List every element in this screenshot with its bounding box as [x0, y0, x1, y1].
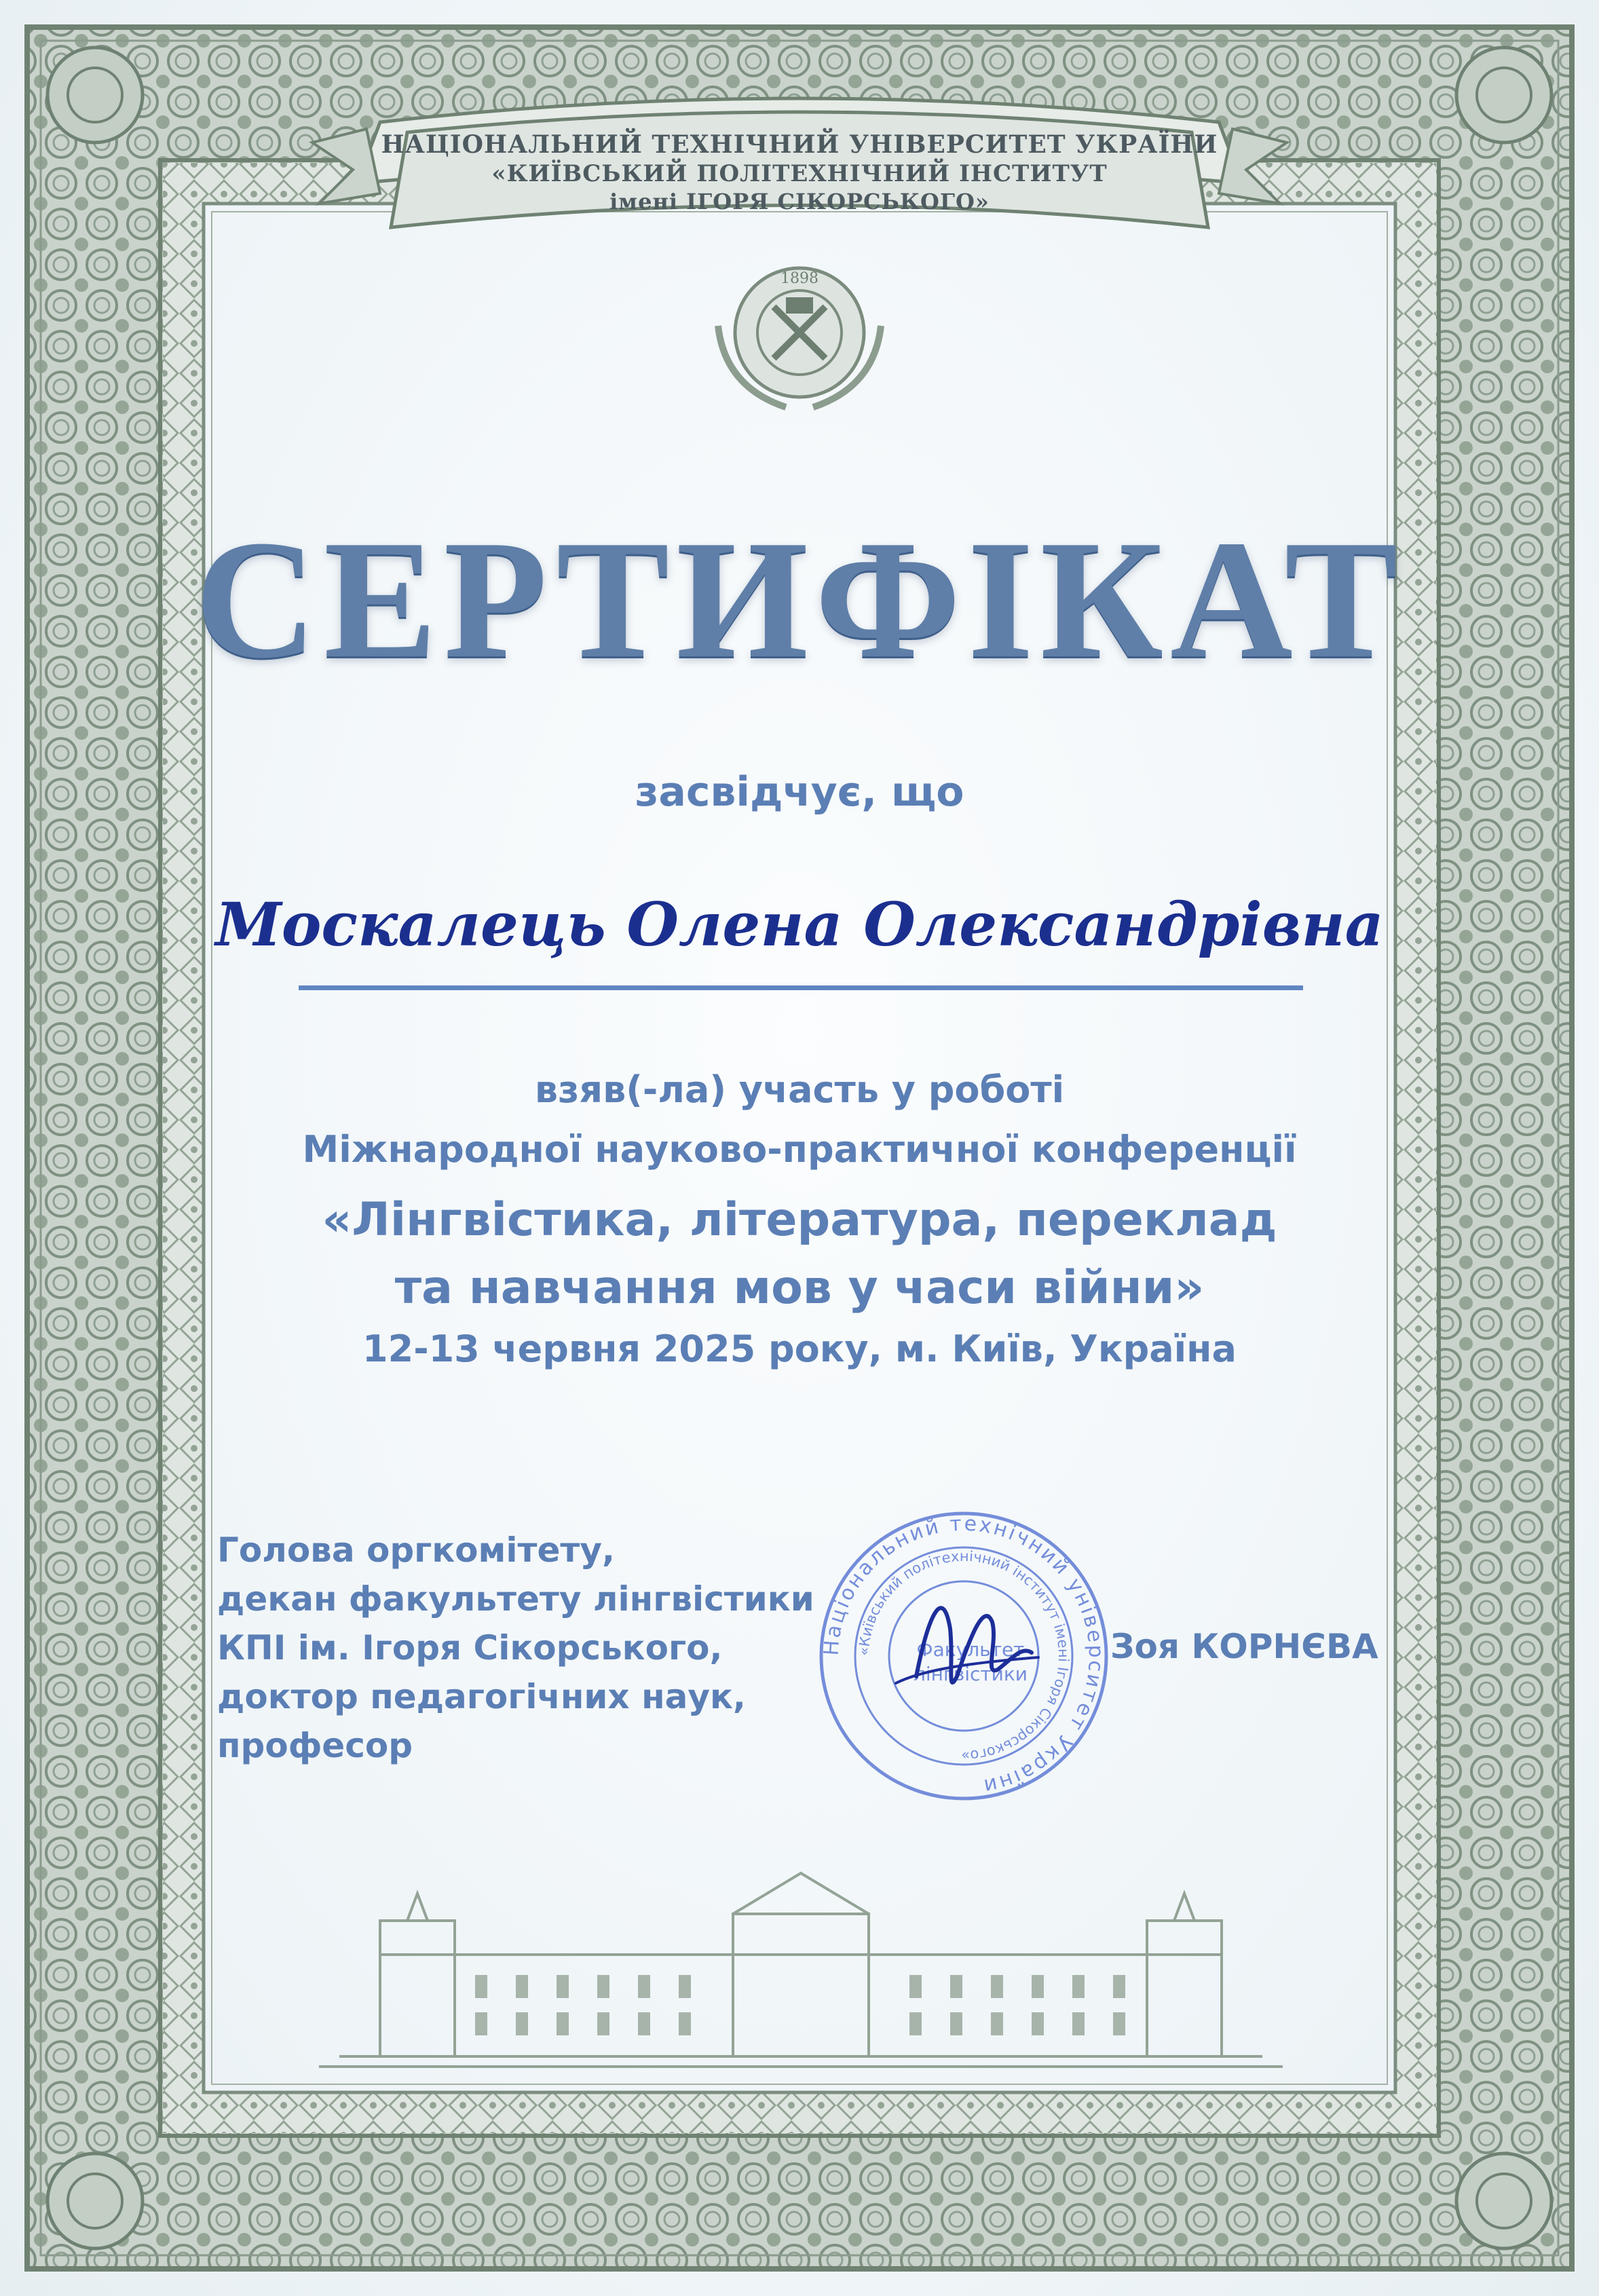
stamp-inner-text: «Київський політехнічний інститут імені Ігоря Сікорського» — [855, 1547, 1072, 1765]
role-line: КПІ ім. Ігоря Сікорського, — [217, 1628, 723, 1668]
emblem-year: 1898 — [780, 270, 819, 287]
conference-date-place: 12-13 червня 2025 року, м. Київ, Україна — [362, 1328, 1237, 1370]
conference-title-line-1: «Лінгвістика, література, переклад — [322, 1193, 1277, 1247]
stamp-center-line-2: лінгвістики — [914, 1663, 1028, 1685]
signatory-role — [217, 1526, 828, 1770]
role-line: декан факультету лінгвістики — [217, 1579, 814, 1619]
recipient-name: Москалець Олена Олександрівна — [215, 889, 1384, 960]
role-line: доктор педагогічних наук, — [217, 1677, 746, 1716]
conference-title-line-2: та навчання мов у часи війни» — [394, 1261, 1205, 1315]
certifies-text: засвідчує, що — [635, 768, 964, 816]
header-line-3: імені ІГОРЯ СІКОРСЬКОГО» — [609, 189, 990, 214]
body-line-2: Міжнародної науково-практичної конференції — [302, 1128, 1297, 1171]
body-line-1: взяв(-ла) участь у роботі — [534, 1068, 1065, 1111]
certificate-title: СЕРТИФІКАТ — [194, 506, 1405, 694]
signatory-name: Зоя КОРНЄВА — [1110, 1627, 1378, 1666]
official-stamp — [814, 1507, 1113, 1805]
stamp-center-line-1: Факультет — [916, 1638, 1025, 1661]
name-underline — [299, 985, 1303, 990]
header-line-1: НАЦІОНАЛЬНИЙ ТЕХНІЧНИЙ УНІВЕРСИТЕТ УКРАЇНИ — [381, 130, 1218, 159]
role-line: Голова оргкомітету, — [217, 1530, 615, 1570]
stamp-outer-text: Національний технічний університет України — [819, 1511, 1108, 1799]
header-line-2: «КИЇВСЬКИЙ ПОЛІТЕХНІЧНИЙ ІНСТИТУТ — [491, 160, 1108, 187]
role-line: професор — [217, 1726, 413, 1765]
